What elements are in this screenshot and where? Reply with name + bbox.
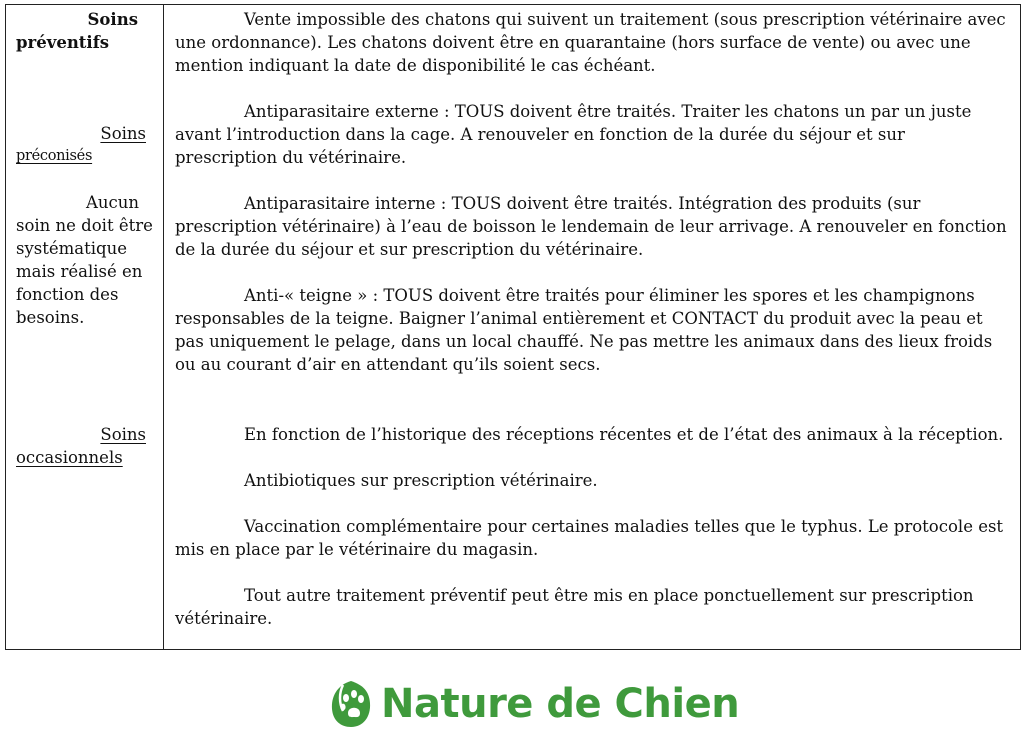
care-table (5, 4, 1021, 650)
paragraph-vaccination: Vaccination complémentaire pour certaines maladies telles que le typhus. Le protocole est mis en place par le vétérinaire du magasin. (175, 517, 1004, 559)
label-soins-occasionnels (16, 423, 146, 469)
paragraph-antiparasitaire-externe: Antiparasitaire externe : TOUS doivent être traités. Traiter les chatons un par un juste avant l’introduction dans la cage. A renouveler en fonction de la durée du séjour et sur prescription du vétérinaire. (175, 102, 972, 167)
brand-logo (329, 676, 739, 732)
paragraph-vente-impossible: Vente impossible des chatons qui suivent un traitement (sous prescription vétérinaire avec une ordonnance). Les chatons doivent être en quarantaine (hors surface de vente) ou avec une mention indiquant la date de disponibilité le cas échéant. (175, 10, 1006, 75)
label-soins-preconises (16, 122, 146, 168)
section-title-line2: préventifs (16, 33, 110, 52)
label-occasionnels-line1: Soins (100, 425, 146, 444)
paragraph-anti-teigne: Anti-« teigne » : TOUS doivent être traités pour éliminer les spores et les champignons responsables de la teigne. Baigner l’animal entièrement et CONTACT du produit avec la peau et pas uniquement le pelage, dans un local chauffé. Ne pas mettre les animaux dans des lieux froids ou au courant d’air en attendant qu’ils soient secs. (175, 286, 993, 374)
section-title-line1: Soins (87, 10, 138, 29)
details-column (165, 5, 1020, 649)
brand-name: Nature de Chien (381, 681, 740, 727)
section-title (16, 8, 156, 54)
label-preconises-line1: Soins (100, 124, 146, 143)
paragraph-autre-traitement: Tout autre traitement préventif peut être mis en place ponctuellement sur prescription vétérinaire. (175, 586, 974, 628)
paragraph-antibiotiques: Antibiotiques sur prescription vétérinaire. (244, 471, 598, 490)
paragraph-antiparasitaire-interne: Antiparasitaire interne : TOUS doivent être traités. Intégration des produits (sur prescription vétérinaire) à l’eau de boisson le lendemain de leur arrivage. A renouveler en fonction de la durée du séjour et sur prescription du vétérinaire. (175, 194, 1007, 259)
label-preconises-line2: préconisés (16, 148, 93, 164)
paw-leaf-icon (329, 679, 373, 729)
label-occasionnels-line2: occasionnels (16, 448, 123, 467)
paragraph-historique: En fonction de l’historique des réceptions récentes et de l’état des animaux à la réception. (244, 425, 1004, 444)
category-column (6, 5, 164, 649)
note-aucun-soin: Aucun soin ne doit être systématique mais réalisé en fonction des besoins. (16, 193, 153, 327)
